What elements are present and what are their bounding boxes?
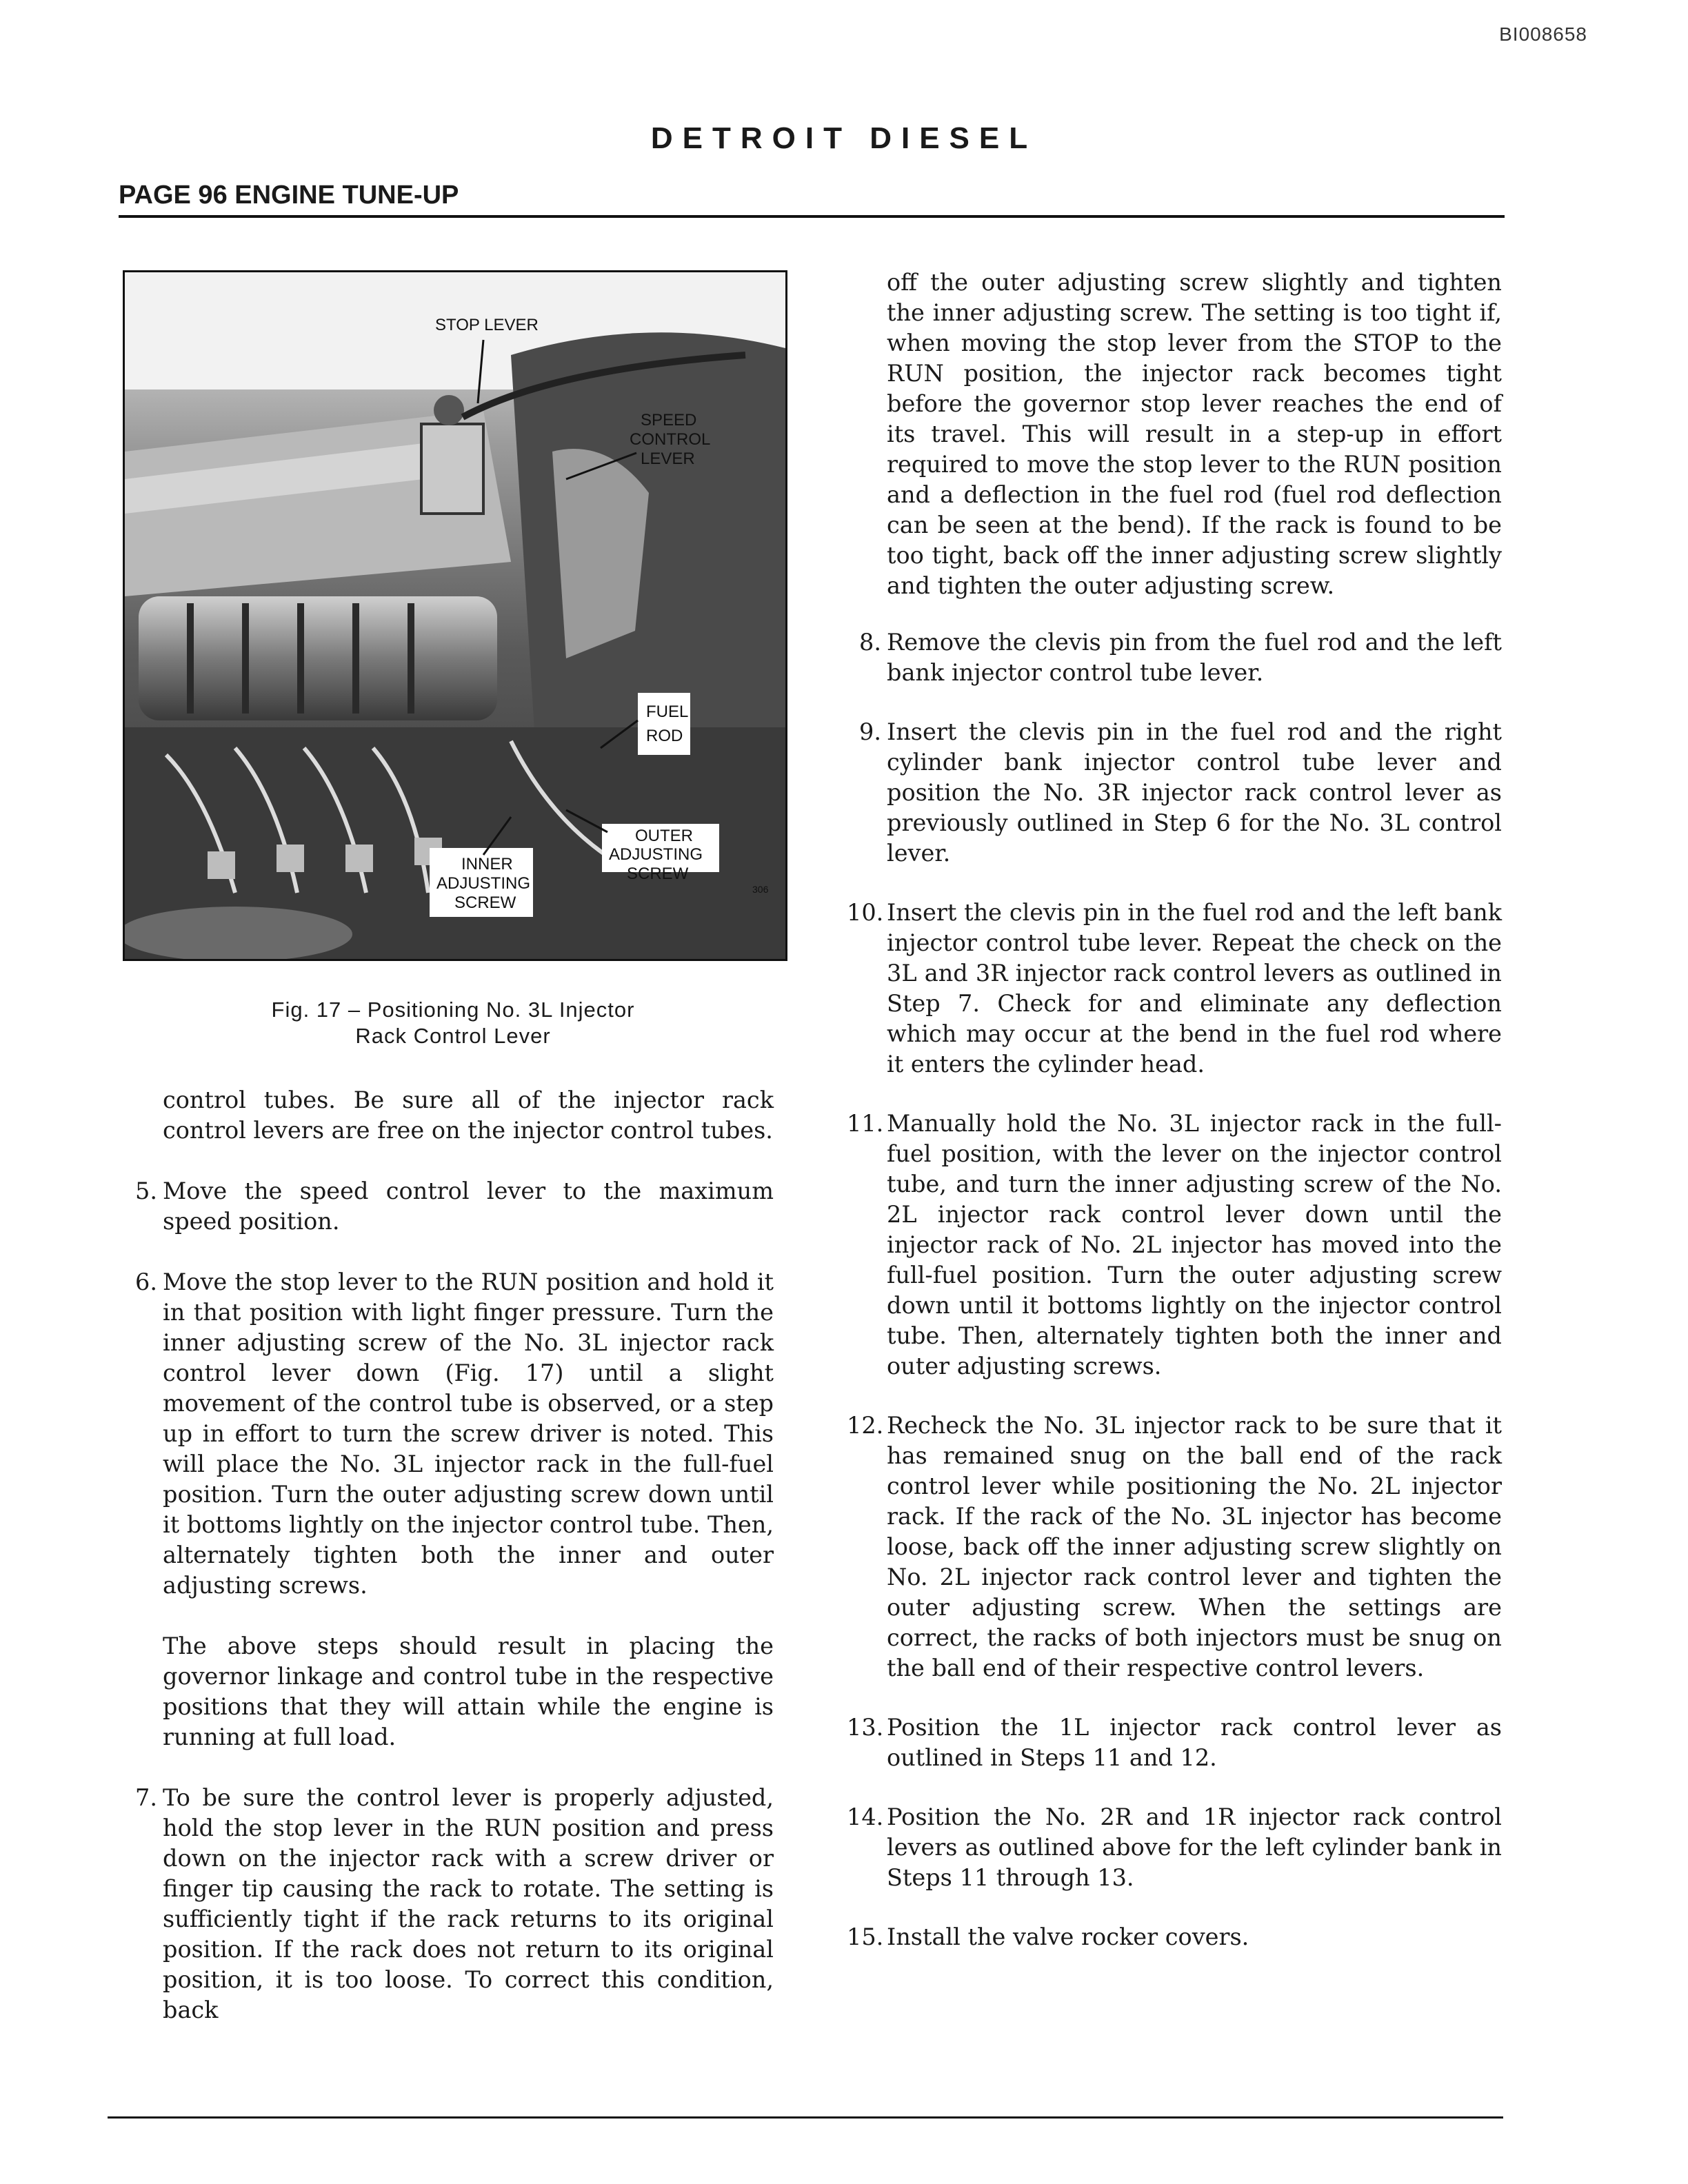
step-number: 7.: [135, 1784, 157, 1811]
step-text: Recheck the No. 3L injector rack to be sure that it has remained snug on the ball end of the rack control lever while positioning the No. 2L injector rack. If the rack of the No. 3L injector has become loose, back off the inner adjusting screw slightly on No. 2L injector rack control lever and tighten the outer adjusting screw. When the settings are correct, the racks of both injectors must be snug on the ball end of their respective control levers.: [887, 1412, 1502, 1681]
step-5: [123, 1176, 774, 1237]
inner-screw-label-3: SCREW: [454, 893, 516, 912]
note-paragraph: The above steps should result in placing the governor linkage and control tube in the respective positions that they will attain while the engine is running at full load.: [163, 1632, 774, 1750]
document-id: BI008658: [1499, 23, 1587, 45]
fuel-rod-label-1: FUEL: [646, 702, 689, 721]
step-10: [847, 898, 1502, 1080]
engine-photo: [123, 270, 787, 961]
brand-header: DETROIT DIESEL: [650, 121, 1038, 155]
header-rule: [119, 215, 1505, 218]
speed-control-label-2: CONTROL: [630, 430, 711, 449]
outer-screw-label-3: SCREW: [627, 865, 689, 883]
footer-rule: [108, 2116, 1503, 2119]
speed-control-label-3: LEVER: [641, 449, 695, 468]
step-number: 12.: [847, 1412, 884, 1439]
inner-screw-label-2: ADJUSTING: [436, 874, 531, 893]
step-number: 14.: [847, 1803, 884, 1830]
step-number: 8.: [859, 629, 881, 656]
inner-screw-label-1: INNER: [461, 855, 513, 873]
step-text: Move the stop lever to the RUN position and hold it in that position with light finger pressure. Turn the inner adjusting screw of the No. 3L injector rack control lever down (Fig. 17) until a slight movement of the control tube is observed, or a step up in effort to turn the screw driver is noted. This will place the No. 3L injector rack in the full-fuel position. Turn the outer adjusting screw down until it bottoms lightly on the injector control tube. Then, alternately tighten both the inner and outer adjusting screws.: [163, 1268, 774, 1599]
step-number: 6.: [135, 1268, 157, 1295]
figure-caption: [123, 997, 783, 1049]
step-12: [847, 1410, 1502, 1684]
step-text: Insert the clevis pin in the fuel rod and the left bank injector control tube lever. Repeat the check on the 3L and 3R injector rack control levers as outlined in Step 7. Check for and eliminate any deflection which may occur at the bend in the fuel rod where it enters the cylinder head.: [887, 899, 1502, 1078]
page-header: PAGE 96 ENGINE TUNE-UP: [119, 181, 459, 210]
step-text: To be sure the control lever is properly adjusted, hold the stop lever in the RUN position and press down on the injector rack with a screw driver or finger tip causing the rack to rotate. The setting is sufficiently tight if the rack returns to its original position. If the rack does not return to its original position, it is too loose. To correct this condition, back: [163, 1784, 774, 2023]
step-number: 13.: [847, 1714, 884, 1741]
caption-line-1: Fig. 17 – Positioning No. 3L Injector: [271, 998, 635, 1022]
step-number: 9.: [859, 718, 881, 745]
step-text: Position the 1L injector rack control lever as outlined in Steps 11 and 12.: [887, 1714, 1502, 1771]
fuel-rod-label-2: ROD: [646, 727, 683, 745]
engine-photo-illustration: [125, 272, 785, 959]
continued-paragraph: control tubes. Be sure all of the injector rack control levers are free on the injector control tubes.: [163, 1086, 774, 1144]
caption-line-2: Rack Control Lever: [355, 1024, 551, 1048]
step-number: 15.: [847, 1923, 884, 1950]
step-text: Insert the clevis pin in the fuel rod and the right cylinder bank injector control tube lever and position the No. 3R injector rack control lever as previously outlined in Step 6 for the No. 3L control lever.: [887, 718, 1502, 867]
left-column: [123, 1085, 774, 2025]
step-11: [847, 1109, 1502, 1382]
step-number: 11.: [847, 1110, 884, 1137]
step-7: [123, 1783, 774, 2025]
continued-paragraph: off the outer adjusting screw slightly and tighten the inner adjusting screw. The setting is too tight if, when moving the stop lever from the STOP to the RUN position, the injector rack becomes tight before the governor stop lever reaches the end of its travel. This will result in a step-up in effort required to move the stop lever to the RUN position and a deflection in the fuel rod (fuel rod deflection can be seen at the bend). If the rack is found to be too tight, back off the inner adjusting screw slightly and tighten the outer adjusting screw.: [887, 269, 1502, 599]
outer-screw-label-1: OUTER: [635, 827, 693, 845]
step-text: Remove the clevis pin from the fuel rod and the left bank injector control tube lever.: [887, 629, 1502, 686]
stop-lever-label: STOP LEVER: [435, 316, 539, 334]
step-text: Install the valve rocker covers.: [887, 1923, 1249, 1950]
step-text: Manually hold the No. 3L injector rack in the full-fuel position, with the lever on the injector control tube, and turn the inner adjusting screw of the No. 2L injector rack control lever down until the injector rack of No. 2L injector has moved into the full-fuel position. Turn the outer adjusting screw down until it bottoms lightly on the injector control tube. Then, alternately tighten both the inner and outer adjusting screws.: [887, 1110, 1502, 1379]
step-14: [847, 1802, 1502, 1893]
step-8: [847, 627, 1502, 688]
speed-control-label-1: SPEED: [641, 411, 697, 429]
step-15: [847, 1922, 1502, 1952]
step-13: [847, 1712, 1502, 1773]
figure-code: 306: [752, 884, 769, 895]
step-9: [847, 717, 1502, 869]
step-6: [123, 1267, 774, 1601]
outer-screw-label-2: ADJUSTING: [609, 845, 703, 864]
step-number: 10.: [847, 899, 884, 926]
step-text: Position the No. 2R and 1R injector rack control levers as outlined above for the left cylinder bank in Steps 11 through 13.: [887, 1803, 1502, 1891]
step-text: Move the speed control lever to the maximum speed position.: [163, 1177, 774, 1235]
step-number: 5.: [135, 1177, 157, 1204]
right-column: [847, 267, 1502, 1952]
